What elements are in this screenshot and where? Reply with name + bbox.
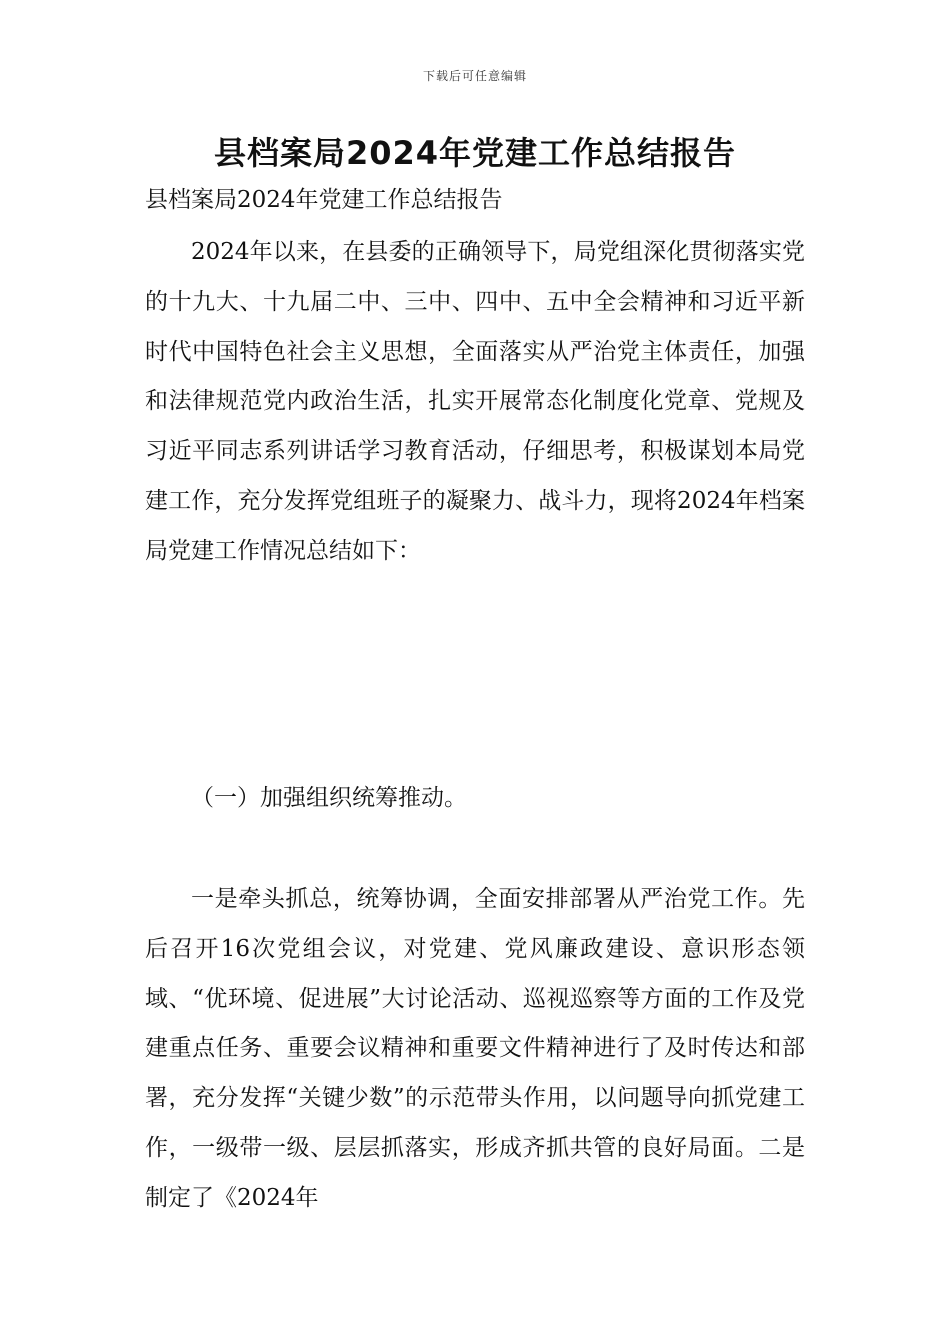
document-title: 县档案局2024年党建工作总结报告 xyxy=(213,134,737,172)
section-heading: （一）加强组织统筹推动。 xyxy=(191,785,467,811)
document-subtitle: 县档案局2024年党建工作总结报告 xyxy=(145,187,503,213)
intro-paragraph: 2024年以来，在县委的正确领导下，局党组深化贯彻落实党的十九大、十九届二中、三中、四中、五中全会精神和习近平新时代中国特色社会主义思想，全面落实从严治党主体责任，加强和法律规范党内政治生活，扎实开展常态化制度化党章、党规及习近平同志系列讲话学习教育活动，仔细思考，积极谋划本局党建工作，充分发挥党组班子的凝聚力、战斗力，现将2024年档案局党建工作情况总结如下： xyxy=(145,239,805,564)
body-paragraph: 一是牵头抓总，统筹协调，全面安排部署从严治党工作。先后召开16次党组会议，对党建、党风廉政建设、意识形态领域、“优环境、促进展”大讨论活动、巡视巡察等方面的工作及党建重点任务、重要会议精神和重要文件精神进行了及时传达和部署，充分发挥“关键少数”的示范带头作用，以问题导向抓党建工作，一级带一级、层层抓落实，形成齐抓共管的良好局面。二是制定了《2024年 xyxy=(145,886,805,1211)
header-note: 下载后可任意编辑 xyxy=(422,69,527,83)
